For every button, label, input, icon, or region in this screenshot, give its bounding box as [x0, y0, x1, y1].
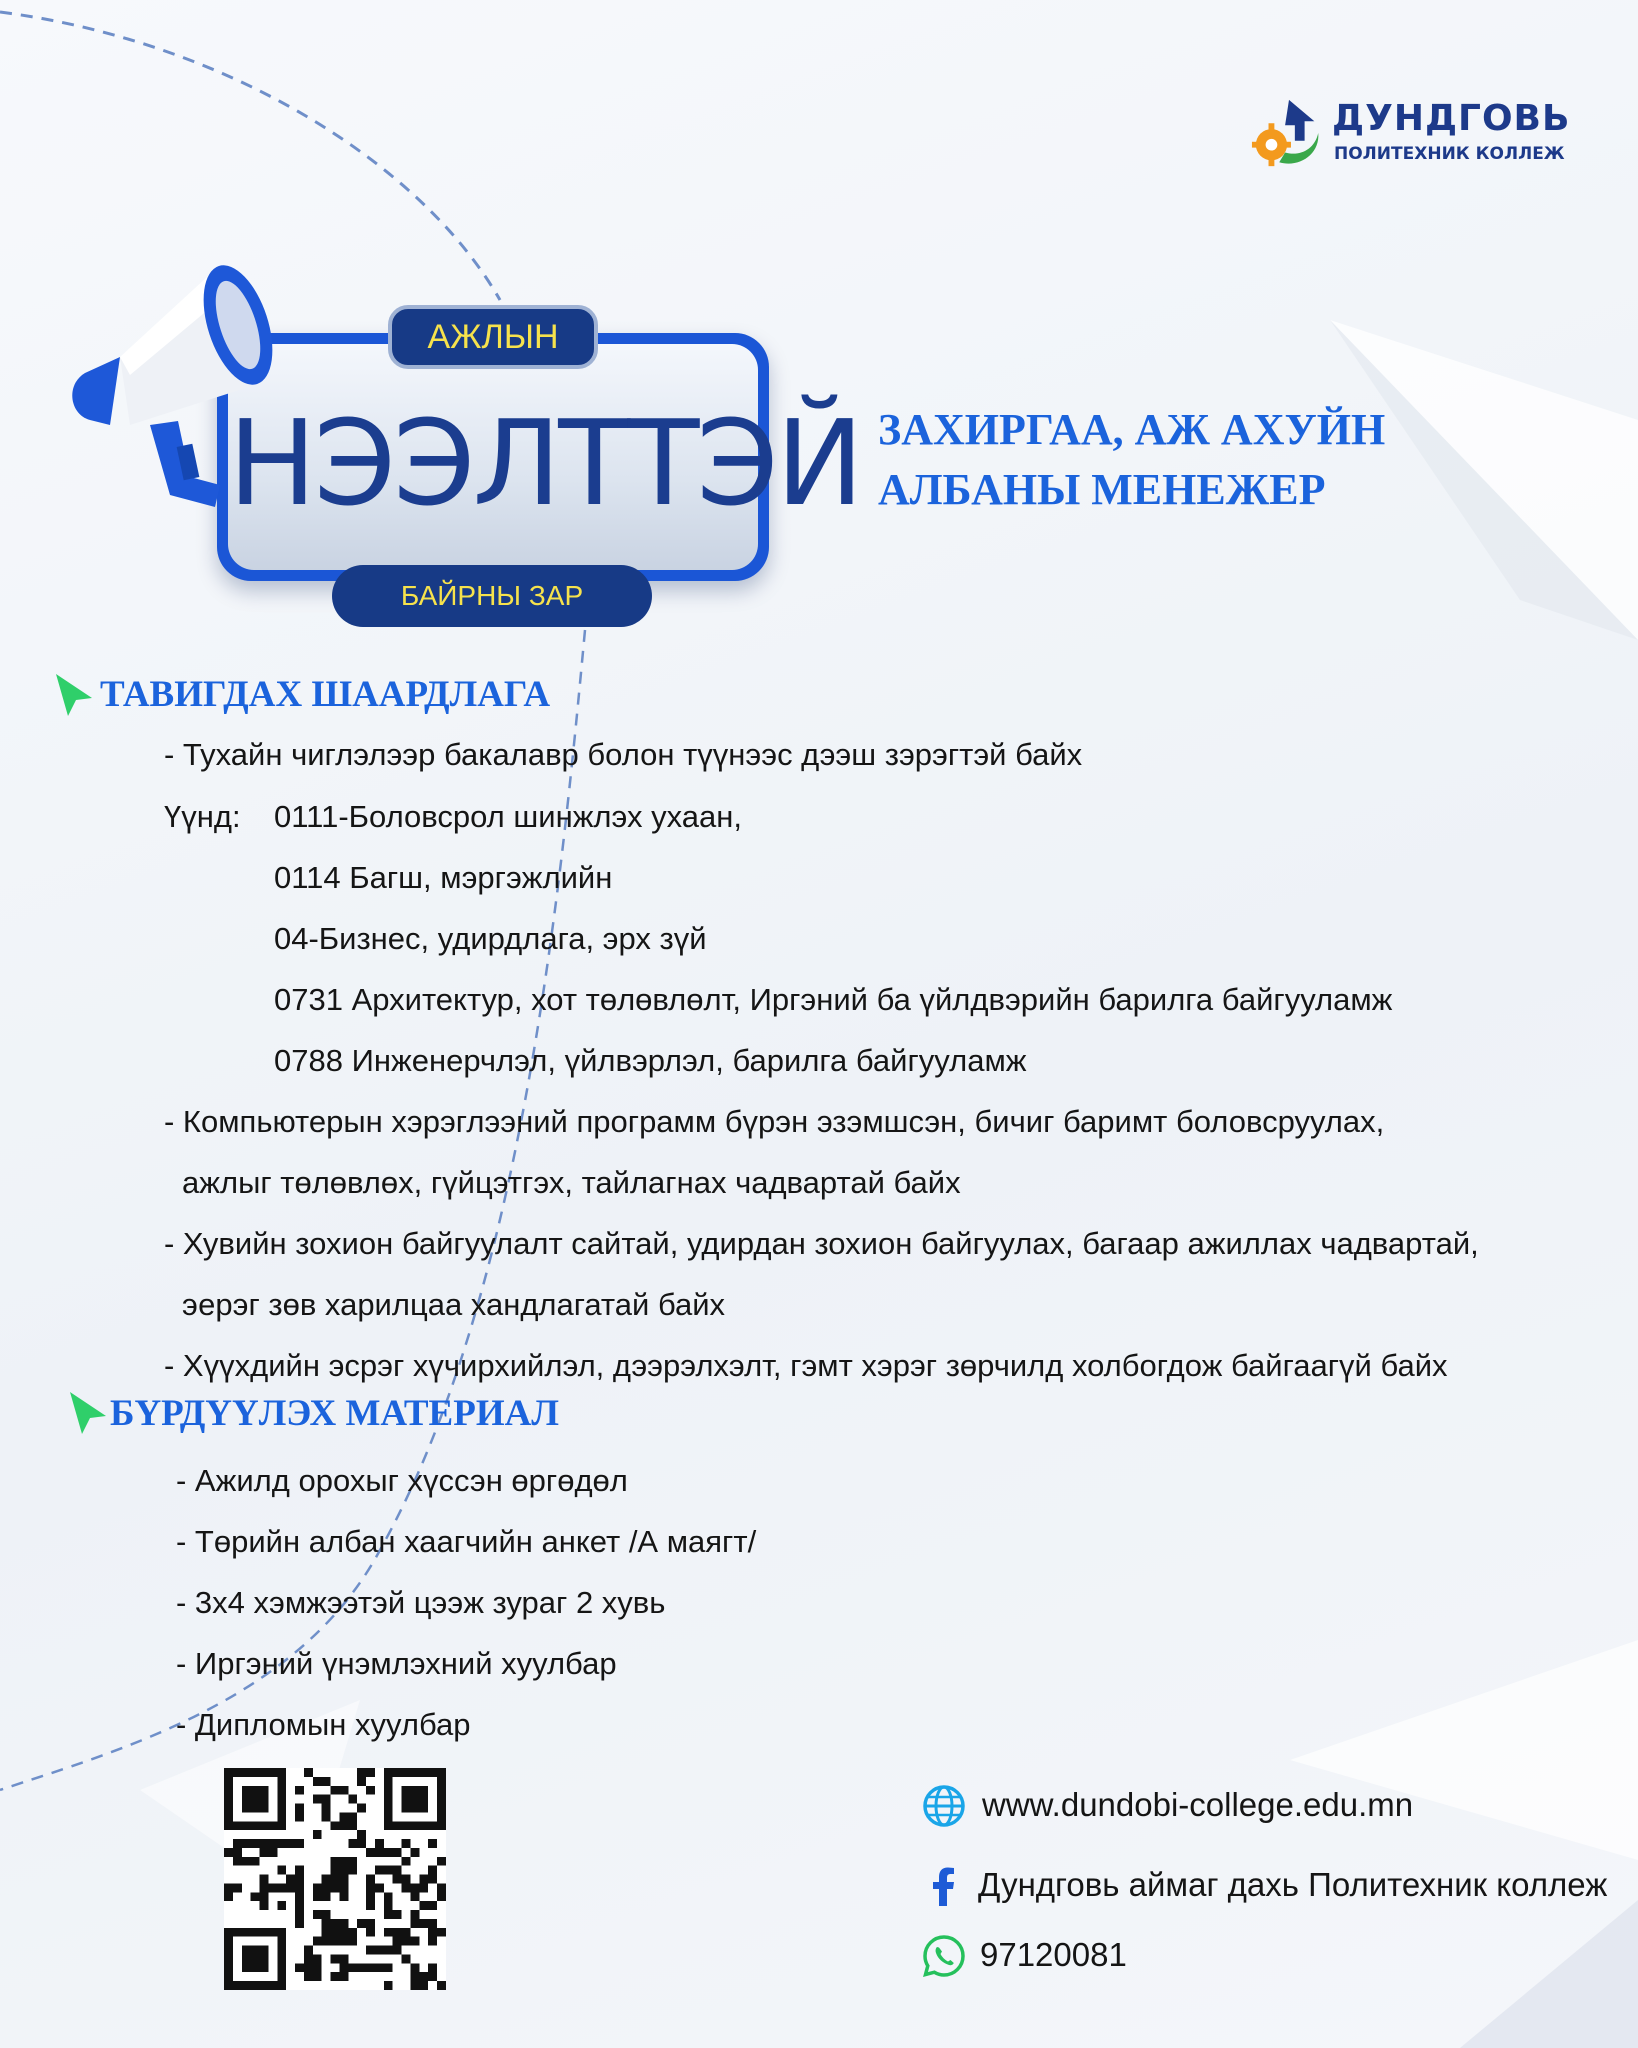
- job-title: [878, 400, 1385, 520]
- requirement-line: 04-Бизнес, удирдлага, эрх зүй: [274, 921, 707, 956]
- cursor-icon: [52, 672, 96, 720]
- whatsapp-icon: [922, 1934, 966, 1978]
- requirement-line: 0788 Инженерчлэл, үйлвэрлэл, барилга байгууламж: [274, 1043, 1027, 1078]
- requirement-line: - Хүүхдийн эсрэг хүчирхийлэл, дээрэлхэлт, гэмт хэрэг зөрчилд холбогдож байгаагүй байх: [164, 1348, 1448, 1383]
- facebook-link[interactable]: Дундговь аймаг дахь Политехник коллеж: [978, 1866, 1608, 1903]
- job-title-line-1: ЗАХИРГАА, АЖ АХУЙН: [878, 405, 1386, 454]
- requirement-line: - Хувийн зохион байгуулалт сайтай, удирдан зохион байгуулах, багаар ажиллах чадвартай,: [164, 1226, 1479, 1261]
- qr-code[interactable]: [224, 1768, 446, 1990]
- material-item: - Дипломын хуулбар: [176, 1707, 471, 1742]
- phone-number[interactable]: 97120081: [980, 1936, 1127, 1973]
- badge-panel: [228, 344, 862, 570]
- megaphone-icon: [50, 245, 290, 525]
- logo-subtitle: ПОЛИТЕХНИК КОЛЛЕЖ: [1334, 144, 1565, 164]
- badge-main-text: НЭЭЛТТЭЙ: [228, 394, 862, 532]
- website-link[interactable]: www.dundobi-college.edu.mn: [982, 1786, 1414, 1823]
- requirement-line: эерэг зөв харилцаа хандлагатай байх: [182, 1287, 726, 1322]
- requirement-line: - Тухайн чиглэлээр бакалавр болон түүнээс дээш зэрэгтэй байх: [164, 737, 1083, 772]
- badge-top-pill: АЖЛЫН: [388, 305, 598, 369]
- material-item: - Төрийн албан хаагчийн анкет /А маягт/: [176, 1524, 757, 1559]
- materials-heading: БҮРДҮҮЛЭХ МАТЕРИАЛ: [110, 1393, 559, 1434]
- college-logo: [1250, 92, 1570, 172]
- requirement-line: ажлыг төлөвлөх, гүйцэтгэх, тайлагнах чадвартай байх: [182, 1165, 961, 1200]
- material-item: - Иргэний үнэмлэхний хуулбар: [176, 1646, 617, 1681]
- requirement-line: 0731 Архитектур, хот төлөвлөлт, Иргэний ба үйлдвэрийн барилга байгууламж: [274, 982, 1393, 1017]
- logo-mark-icon: [1250, 94, 1328, 172]
- requirements-heading: ТАВИГДАХ ШААРДЛАГА: [100, 674, 551, 715]
- material-item: - Ажилд орохыг хүссэн өргөдөл: [176, 1463, 628, 1498]
- job-opening-badge: [60, 245, 862, 635]
- badge-bottom-pill: БАЙРНЫ ЗАР: [332, 565, 652, 627]
- requirement-line: 0111-Боловсрол шинжлэх ухаан,: [274, 799, 742, 834]
- job-title-line-2: АЛБАНЫ МЕНЕЖЕР: [878, 465, 1326, 514]
- requirement-line: 0114 Багш, мэргэжлийн: [274, 860, 613, 895]
- facebook-icon: [922, 1864, 966, 1908]
- logo-title: ДУНДГОВЬ: [1332, 98, 1571, 139]
- requirement-line: - Компьютерын хэрэглээний программ бүрэн эзэмшсэн, бичиг баримт боловсруулах,: [164, 1104, 1385, 1139]
- material-item: - 3х4 хэмжээтэй цээж зураг 2 хувь: [176, 1585, 666, 1620]
- globe-icon: [922, 1784, 966, 1828]
- badge-frame: [217, 333, 862, 581]
- requirement-line: Үүнд:: [164, 799, 241, 834]
- cursor-icon: [66, 1390, 110, 1438]
